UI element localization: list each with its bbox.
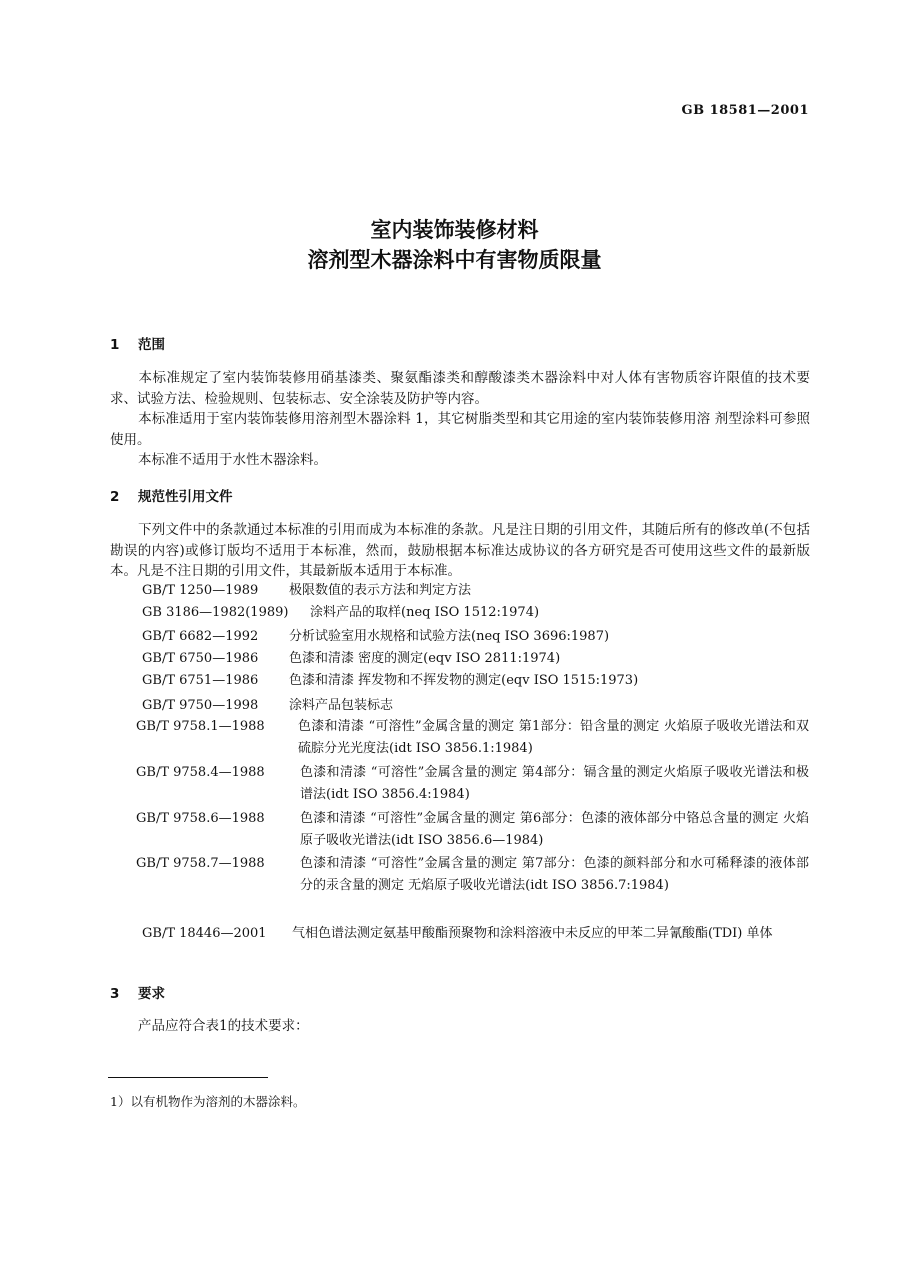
reference-title: 涂料产品的取样(neq ISO 1512:1974) (310, 605, 540, 620)
reference-code: GB 3186—1982(1989) (142, 605, 289, 620)
reference-item (136, 762, 809, 808)
paragraph-text: 下列文件中的条款通过本标准的引用而成为本标准的条款。凡是注日期的引用文件，其随后所有的修改单(不包括勘误的内容)或修订版均不适用于本标准，然而，鼓励根据本标准达成协议的各方研究是否可使用这些文件的最新版本。凡是不注日期的引用文件，其最新版本适用于本标准。 (110, 522, 810, 579)
section-number: 1 (110, 337, 120, 353)
reference-title: 色漆和清漆 密度的测定(eqv ISO 2811:1974) (289, 651, 561, 666)
reference-code: GB/T 1250—1989 (142, 583, 259, 598)
reference-code: GB/T 9750—1998 (142, 698, 259, 713)
paragraph (110, 520, 810, 582)
reference-code: GB/T 9758.7—1988 (136, 856, 265, 871)
paragraph-text: 产品应符合表1的技术要求： (138, 1018, 309, 1034)
reference-item (142, 695, 393, 717)
reference-title: 分析试验室用水规格和试验方法(neq ISO 3696:1987) (289, 629, 610, 644)
reference-item (142, 670, 638, 692)
reference-item (142, 626, 609, 648)
title-line-1: 室内装饰装修材料 (370, 218, 539, 242)
footnote-divider (108, 1077, 268, 1078)
reference-item (142, 580, 471, 602)
paragraph-text: 本标准不适用于水性木器涂料。 (138, 452, 327, 468)
paragraph (110, 368, 810, 409)
reference-code: GB/T 18446—2001 (142, 926, 267, 941)
reference-item (142, 602, 539, 624)
footnote: 1）以有机物作为溶剂的木器涂料。 (110, 1094, 306, 1109)
reference-title: 色漆和清漆 “可溶性”金属含量的测定 第7部分：色漆的颜料部分和水可稀释漆的液体部分的汞含量的测定 无焰原子吸收光谱法(idt ISO 3856.7:1984) (300, 856, 809, 893)
reference-item (136, 716, 809, 762)
section-number: 2 (110, 489, 120, 505)
reference-title: 色漆和清漆 “可溶性”金属含量的测定 第6部分：色漆的液体部分中铬总含量的测定 火焰原子吸收光谱法(idt ISO 3856.6—1984) (300, 811, 809, 848)
reference-title: 气相色谱法测定氨基甲酸酯预聚物和涂料溶液中未反应的甲苯二异氰酸酯(TDI) 单体 (292, 926, 773, 941)
section-heading-3 (110, 982, 165, 1002)
reference-title: 涂料产品包装标志 (289, 698, 394, 713)
reference-item (136, 853, 809, 923)
section-title: 范围 (138, 337, 165, 353)
reference-item (142, 648, 560, 670)
paragraph-text: 本标准适用于室内装饰装修用溶剂型木器涂料 1，其它树脂类型和其它用途的室内装饰装修用溶 剂型涂料可参照使用。 (110, 411, 810, 448)
paragraph (110, 409, 810, 450)
reference-code: GB/T 9758.6—1988 (136, 811, 265, 826)
paragraph-text: 本标准规定了室内装饰装修用硝基漆类、聚氨酯漆类和醇酸漆类木器涂料中对人体有害物质容许限值的技术要求、试验方法、检验规则、包装标志、安全涂装及防护等内容。 (110, 370, 810, 407)
reference-code: GB/T 9758.4—1988 (136, 765, 265, 780)
paragraph (110, 450, 810, 471)
title-line-2: 溶剂型木器涂料中有害物质限量 (307, 248, 602, 272)
section-title: 要求 (138, 986, 165, 1002)
reference-code: GB/T 6750—1986 (142, 651, 259, 666)
reference-code: GB/T 9758.1—1988 (136, 719, 265, 734)
section-heading-2 (110, 485, 233, 505)
reference-code: GB/T 6751—1986 (142, 673, 259, 688)
reference-item (142, 923, 809, 969)
reference-code: GB/T 6682—1992 (142, 629, 259, 644)
standard-number: GB 18581—2001 (681, 103, 809, 118)
section-number: 3 (110, 986, 120, 1002)
reference-item (136, 808, 809, 854)
reference-title: 极限数值的表示方法和判定方法 (289, 583, 472, 598)
section-heading-1 (110, 333, 165, 353)
paragraph (110, 1016, 810, 1037)
reference-title: 色漆和清漆 挥发物和不挥发物的测定(eqv ISO 1515:1973) (289, 673, 639, 688)
section-title: 规范性引用文件 (138, 489, 233, 505)
reference-title: 色漆和清漆 “可溶性”金属含量的测定 第4部分：镉含量的测定火焰原子吸收光谱法和极谱法(idt ISO 3856.4:1984) (300, 765, 809, 802)
reference-title: 色漆和清漆 “可溶性”金属含量的测定 第1部分：铅含量的测定 火焰原子吸收光谱法和双硫腙分光光度法(idt ISO 3856.1:1984) (298, 719, 809, 756)
